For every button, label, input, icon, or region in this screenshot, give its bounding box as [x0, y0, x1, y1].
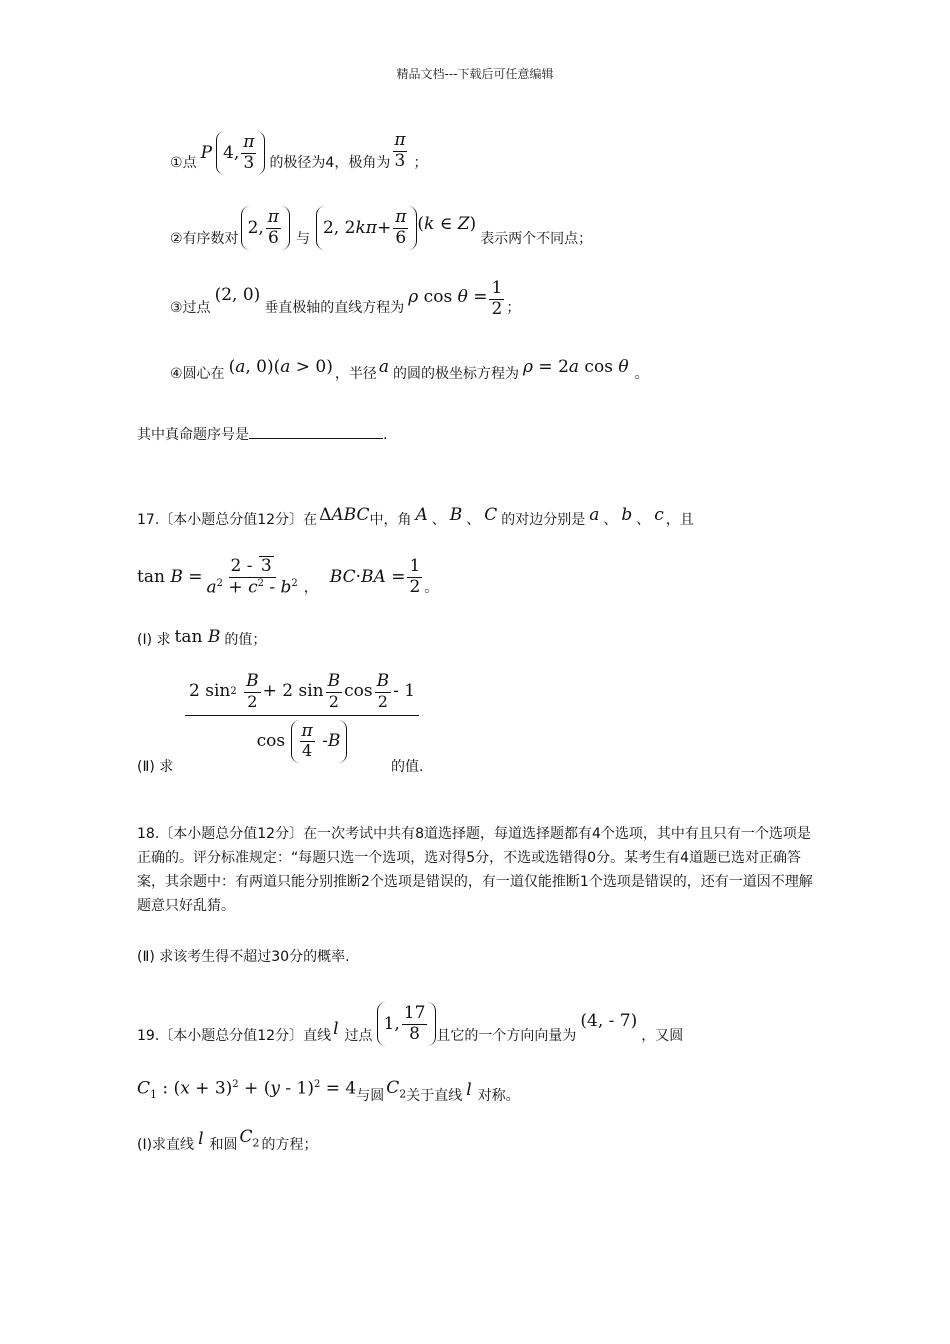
q19-part-1-label: (Ⅰ)求直线 — [137, 1137, 195, 1153]
math-point-2-0: (2, 0) — [214, 284, 261, 305]
q17-text-b: 的对边分别是 — [501, 512, 586, 528]
math-one-half: $\frac{1}{2}$ — [491, 277, 503, 319]
item-2-number: ② — [170, 231, 183, 247]
q17-part-2-label: (Ⅱ) 求 — [137, 759, 174, 775]
math-tan-b: tan B = — [137, 566, 203, 587]
q19-circle-line — [137, 1074, 520, 1106]
q19-header — [137, 998, 683, 1050]
item-1-number: ① — [170, 155, 183, 171]
math-angle-b: B — [449, 504, 463, 525]
math-side-b: b — [621, 504, 633, 525]
answer-line — [137, 424, 387, 442]
item-4-text-b: ，半径 — [334, 366, 377, 382]
answer-prompt: 其中真命题序号是 — [137, 427, 249, 443]
item-3-text-c: ； — [506, 300, 521, 316]
math-dot-product: BC·BA = — [329, 566, 406, 587]
math-line-l-2: l — [466, 1079, 472, 1100]
math-polar-equation: ρ = 2a cos θ — [523, 356, 629, 377]
math-tan-b-fraction: $\frac{2 - 3}{a^2 + c^2 - b^2}$ — [206, 556, 298, 598]
math-direction-vector: (4, - 7) — [580, 1010, 638, 1031]
q17-sep-3: 、 — [603, 512, 618, 528]
q17-lead: 17.〔本小题总分值12分〕在 — [137, 512, 318, 528]
math-angle-c: C — [484, 504, 498, 525]
math-line-l: l — [333, 1018, 339, 1039]
item-3-text-b: 垂直极轴的直线方程为 — [264, 300, 405, 316]
q17-part-1-end: 的值； — [224, 632, 267, 648]
item-4-text-a: 圆心在 — [182, 366, 225, 382]
q19-part-1-mid: 和圆 — [209, 1137, 238, 1153]
q19-text-f: 对称。 — [477, 1088, 520, 1104]
q17-sep-1: 、 — [431, 512, 446, 528]
q17-text-a: 中，角 — [369, 512, 412, 528]
math-ordered-pair-2: 2, 2 k π + $\frac{\pi}{6}$ — [316, 206, 417, 250]
page-header: 精品文档---下载后可任意编辑 — [396, 67, 554, 81]
q17-header — [137, 500, 694, 530]
q17-text-c: ，且 — [665, 512, 694, 528]
q17-sep-2: 、 — [466, 512, 481, 528]
q19-lead: 19.〔本小题总分值12分〕直线 — [137, 1028, 332, 1044]
q18-text: 18.〔本小题总分值12分〕在一次考试中共有8道选择题，每道选择题都有4个选项，其中有且只有一个选项是正确的。评分标准规定：“每题只选一个选项，选对得5分，不选或选错得0分。某考生有4道题已选对正确答案，其余题中：有两道只能分别推断2个选项是错误的，有一道仅能推断1个选项是错误的，还有一道因不理解题意只好乱猜。 — [137, 826, 813, 914]
math-ordered-pair-1: 2, $\frac{\pi}{6}$ — [241, 206, 290, 250]
item-1-text-b: 的极径为4，极角为 — [269, 155, 391, 171]
math-side-a: a — [589, 504, 600, 525]
math-radius-a: a — [378, 356, 390, 377]
math-polar-point: 4, $\frac{\pi}{3}$ — [216, 131, 265, 175]
item-2-text-c: 表示两个不同点； — [480, 231, 593, 247]
item-2-text-a: 有序数对 — [182, 231, 239, 247]
answer-end: . — [383, 427, 388, 443]
math-point-1-17-8: 1, $\frac{17}{8}$ — [377, 1002, 437, 1046]
item-4 — [170, 350, 649, 384]
q17-sep-4: 、 — [636, 512, 651, 528]
item-4-text-c: 的圆的极坐标方程为 — [393, 366, 520, 382]
math-dot-product-value: $\frac{1}{2}$ — [409, 555, 421, 597]
math-tan-b-short: tan B — [174, 626, 221, 647]
q17-period: 。 — [424, 580, 439, 596]
item-1-text-c: ； — [413, 155, 428, 171]
math-trig-expression: 2 sin 2 $\frac{B}{2}$ + 2 sin $\frac{B}{2}$ cos $\frac{B}{2}$ - 1 cos $\frac{\pi}{4}$ - B — [185, 672, 419, 763]
math-line-l-3: l — [198, 1128, 204, 1149]
q19-text-c: ，又圆 — [641, 1028, 684, 1044]
math-k-in-z: (k ∈ Z) — [417, 213, 477, 234]
math-angle-a: A — [415, 504, 428, 525]
item-3 — [170, 274, 520, 324]
math-point-p: P — [200, 142, 213, 163]
math-circle-c2: $C_2$ — [386, 1078, 407, 1101]
q19-text-b: 且它的一个方向向量为 — [436, 1028, 577, 1044]
q17-part-1-label: (Ⅰ) 求 — [137, 632, 171, 648]
math-circle-c1: $C_1$ : $(x + 3)^2 + (y - 1)^2 = 4$ — [137, 1078, 357, 1102]
math-triangle-abc: ΔABC — [319, 504, 370, 525]
item-1-text-a: 点 — [182, 155, 197, 171]
item-2-text-b: 与 — [295, 231, 310, 247]
item-4-text-d: 。 — [634, 366, 649, 382]
q19-text-e: 关于直线 — [406, 1088, 463, 1104]
q17-comma: ， — [303, 580, 318, 596]
math-circle-c2-2: $C_2$ — [239, 1127, 260, 1150]
q19-part-1-end: 的方程； — [261, 1137, 318, 1153]
item-2 — [170, 202, 592, 254]
q18-part-2: (Ⅱ) 求该考生得不超过30分的概率. — [137, 949, 350, 965]
q19-text-d: 与圆 — [356, 1088, 385, 1104]
math-pi-over-3: $\frac{\pi}{3}$ — [394, 129, 406, 171]
item-4-number: ④ — [170, 366, 183, 382]
math-side-c: c — [654, 504, 664, 525]
math-center-a0: (a, 0)(a > 0) — [228, 356, 333, 377]
item-3-number: ③ — [170, 300, 183, 316]
math-line-equation: ρ cos θ = — [408, 286, 488, 307]
answer-blank — [249, 424, 383, 439]
item-1 — [170, 128, 428, 178]
q19-text-a: 过点 — [344, 1028, 373, 1044]
q19-part-1 — [137, 1124, 318, 1154]
q17-condition — [137, 552, 438, 602]
item-3-text-a: 过点 — [182, 300, 211, 316]
q17-part-1 — [137, 624, 266, 650]
q17-part-2-end: 的值. — [391, 759, 424, 775]
